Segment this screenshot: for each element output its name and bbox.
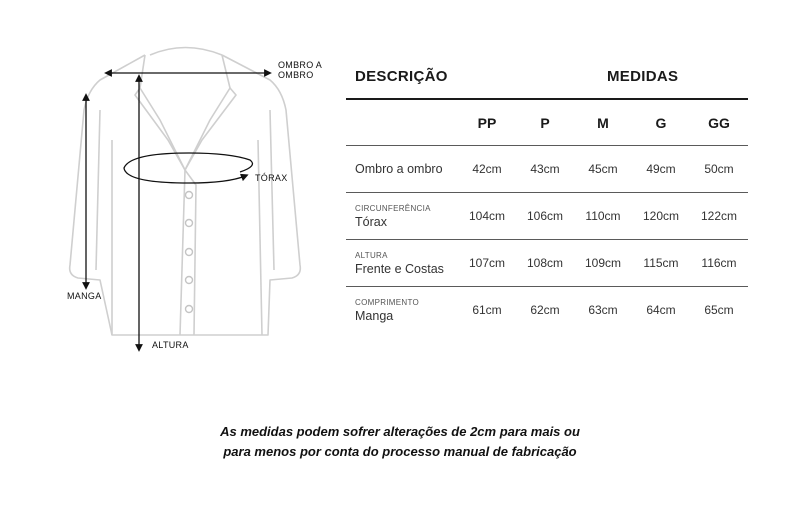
row-name: Frente e Costas <box>355 261 444 276</box>
measurements-table <box>346 100 748 333</box>
table-cell: 45cm <box>574 146 632 193</box>
size-table <box>346 60 748 333</box>
coat-diagram <box>0 0 340 380</box>
table-cell: 62cm <box>516 287 574 334</box>
size-g: G <box>655 114 667 131</box>
table-cell: 61cm <box>458 287 516 334</box>
button-dot <box>186 220 193 227</box>
note-line-2: para menos por conta do processo manual de fabricação <box>223 444 577 459</box>
size-pp: PP <box>477 114 497 131</box>
table-cell: 107cm <box>458 240 516 287</box>
coat-outline <box>70 48 301 336</box>
table-cell: 109cm <box>574 240 632 287</box>
coat-buttons <box>186 192 193 313</box>
table-cell: 108cm <box>516 240 574 287</box>
table-cell: 115cm <box>632 240 690 287</box>
table-row <box>346 240 748 287</box>
table-cell: 65cm <box>690 287 748 334</box>
row-label <box>346 193 458 240</box>
size-m: M <box>597 114 609 131</box>
table-cell: 104cm <box>458 193 516 240</box>
size-header-blank <box>346 100 458 146</box>
button-dot <box>186 306 193 313</box>
chest-label: TÓRAX <box>255 173 288 183</box>
size-gg: GG <box>708 114 730 131</box>
table-row <box>346 146 748 193</box>
table-header <box>346 60 748 98</box>
table-cell: 116cm <box>690 240 748 287</box>
table-cell: 120cm <box>632 193 690 240</box>
row-name: Tórax <box>355 214 387 229</box>
size-p: P <box>540 114 550 131</box>
table-cell: 63cm <box>574 287 632 334</box>
table-cell: 43cm <box>516 146 574 193</box>
button-dot <box>186 249 193 256</box>
row-label <box>346 287 458 334</box>
chest-arrow <box>124 153 252 183</box>
disclaimer-note <box>0 422 800 462</box>
row-name: Ombro a ombro <box>355 162 443 176</box>
shoulder-label: OMBRO A OMBRO <box>278 60 323 80</box>
table-cell: 110cm <box>574 193 632 240</box>
note-line-1: As medidas podem sofrer alterações de 2cm para mais ou <box>220 424 580 439</box>
row-label <box>346 146 458 193</box>
table-cell: 50cm <box>690 146 748 193</box>
table-cell: 122cm <box>690 193 748 240</box>
table-cell: 64cm <box>632 287 690 334</box>
measures-heading: MEDIDAS <box>607 68 679 85</box>
table-cell: 106cm <box>516 193 574 240</box>
row-name: Manga <box>355 308 394 323</box>
description-heading: DESCRIÇÃO <box>355 68 448 85</box>
row-category: CIRCUNFERÊNCIA <box>355 203 431 213</box>
table-cell: 42cm <box>458 146 516 193</box>
sleeve-label: MANGA <box>67 291 102 301</box>
row-label <box>346 240 458 287</box>
button-dot <box>186 277 193 284</box>
row-category: COMPRIMENTO <box>355 297 420 307</box>
coat-illustration <box>0 0 340 380</box>
table-row <box>346 287 748 334</box>
button-dot <box>186 192 193 199</box>
height-label: ALTURA <box>152 340 189 350</box>
table-cell: 49cm <box>632 146 690 193</box>
size-header-row <box>346 100 748 146</box>
row-category: ALTURA <box>355 250 388 260</box>
table-row <box>346 193 748 240</box>
